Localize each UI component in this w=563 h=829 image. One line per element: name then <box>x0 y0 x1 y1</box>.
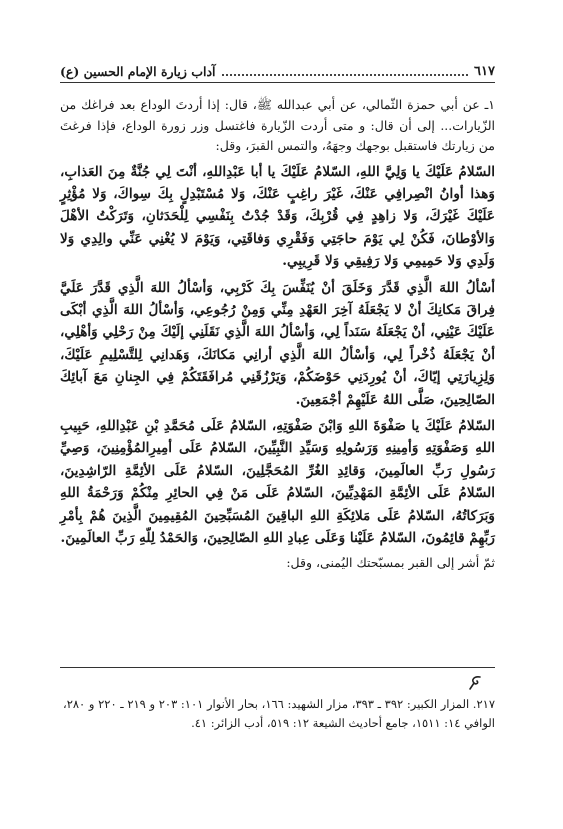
header-dot-leader <box>222 66 469 76</box>
footnote-marker-icon <box>465 673 485 693</box>
running-header <box>60 60 495 83</box>
dua-paragraph-2: أسْألُ اللهَ الَّذِي قَدَّرَ وَخَلَقَ أنْ يُنَفِّسَ بِكَ كَرْبِي، وَأسْألُ اللهَ الَّذِي قَدَّرَ عَلَيَّ فِراقَ مَكانِكَ أنْ لا يَجْعَلَهُ آخِرَ العَهْدِ مِنِّي وَمِنْ رُجُوعِي، وَأسْألُ اللهَ الَّذِي أبْكَى عَلَيْكَ عَيْنِي، أنْ يَجْعَلَهُ سَنَداً لِي، وَأسْألُ اللهَ الَّذِي نَقَلَنِي إلَيْكَ مِنْ رَحْلِي وَأهْلِي، أنْ يَجْعَلَهُ ذُخْراً لِي، وَأسْألُ اللهَ الَّذِي أرانِي مَكانَكَ، وَهَدانِي لِلتَّسْلِيمِ عَلَيْكَ، وَلِزِيارَتِي إيّاكَ، أنْ يُورِدَنِي حَوْضَكُمْ، وَيَرْزُقَنِي مُرافَقَتَكُمْ فِي الجِنانِ مَعَ آبائِكَ الصّالِحِينَ، صَلَّى اللهُ عَلَيْهِمْ أجْمَعِينَ. <box>60 279 495 408</box>
footnotes <box>60 695 495 733</box>
header-title: آداب زيارة الإمام الحسين (ع) <box>60 63 216 79</box>
dua-paragraph-1: السّلامُ عَلَيْكَ يا وَلِيَّ اللهِ، السّلامُ عَلَيْكَ يا أبا عَبْدِاللهِ، أنْتَ لِي جُنَّةٌ مِنَ العَذابِ، وَهذا أوانُ انْصِرافِي عَنْكَ، غَيْرَ راغِبٍ عَنْكَ، وَلا مُسْتَبْدِلٍ بِكَ سِواكَ، وَلا مُؤْثِرٍ عَلَيْكَ غَيْرَكَ، وَلا زاهِدٍ فِي قُرْبِكَ، وَقَدْ جُدْتُ بِنَفْسِي لِلْحَدَثانِ، وَتَرَكْتُ الأهْلَ وَالأوْطانَ، فَكُنْ لِي يَوْمَ حاجَتِي وَفَقْرِي وَفاقَتِي، وَيَوْمَ لا يُغْنِي عَنِّي والِدِي وَلا وَلَدِي وَلا حَمِيمِي وَلا رَفِيقِي وَلا قَرِيبِي. <box>60 163 495 270</box>
page-number: ٦١٧ <box>474 63 495 79</box>
intro-paragraph: ١ـ عن أبي حمزة الثّمالي، عن أبي عبدالله ﷺ، قال: إذا أردتَ الوداع بعد فراغك من الزّيارات... إلى أن قال: و متى أردت الزّيارة فاغتسل وزر زورة الوداع، فإذا فرغتَ من زيارتك فاستقبل بوجهك وجهَهُ، والتمس القبرَ، وقل: <box>60 97 495 153</box>
footnote-line-2: الوافي ١٤: ١٥١١، جامع أحاديث الشيعة ١٢: ٥١٩، أدب الزائر: ٤١. <box>191 716 495 730</box>
footnote-line-1: ٢١٧. المزار الكبير: ٣٩٢ ـ ٣٩٣، مزار الشهيد: ١٦٦، بحار الأنوار ١٠١: ٢٠٣ و ٢١٩ ـ ٢٢٠ و ٢٨٠، <box>62 697 495 711</box>
dua-paragraph-3: السّلامُ عَلَيْكَ يا صَفْوَةَ اللهِ وَابْنَ صَفْوَتِهِ، السّلامُ عَلَى مُحَمَّدِ بْنِ عَبْدِاللهِ، حَبِيبِ اللهِ وَصَفْوَتِهِ وَأمِينِهِ وَرَسُولِهِ وَسَيِّدِ النَّبِيِّينَ، السّلامُ عَلَى أمِيرِالمُؤْمِنِينَ، وَصِيِّ رَسُولِ رَبِّ العالَمِينَ، وَقائِدِ الغُرِّ المُحَجَّلِينَ، السّلامُ عَلَى الأئِمَّةِ الرّاشِدِينَ، السّلامُ عَلَى الأئِمَّةِ المَهْدِيِّينَ، السّلامُ عَلَى مَنْ فِي الحائِرِ مِنْكُمْ وَرَحْمَةُ اللهِ وَبَرَكاتُهُ، السّلامُ عَلَى مَلائِكَةِ اللهِ الباقِينَ المُسَبِّحِينَ المُقِيمِينَ الَّذِينَ هُمْ بِأمْرِ رَبِّهِمْ قائِمُونَ، السّلامُ عَلَيْنا وَعَلَى عِبادِ اللهِ الصّالِحِينَ، وَالحَمْدُ لِلّهِ رَبِّ العالَمِينَ. <box>60 417 495 546</box>
main-text <box>60 95 495 578</box>
footnote-separator <box>60 667 495 668</box>
closing-instruction: ثمّ أشر إلى القبر بمسبّحتك اليُمنى، وقل: <box>286 555 495 571</box>
